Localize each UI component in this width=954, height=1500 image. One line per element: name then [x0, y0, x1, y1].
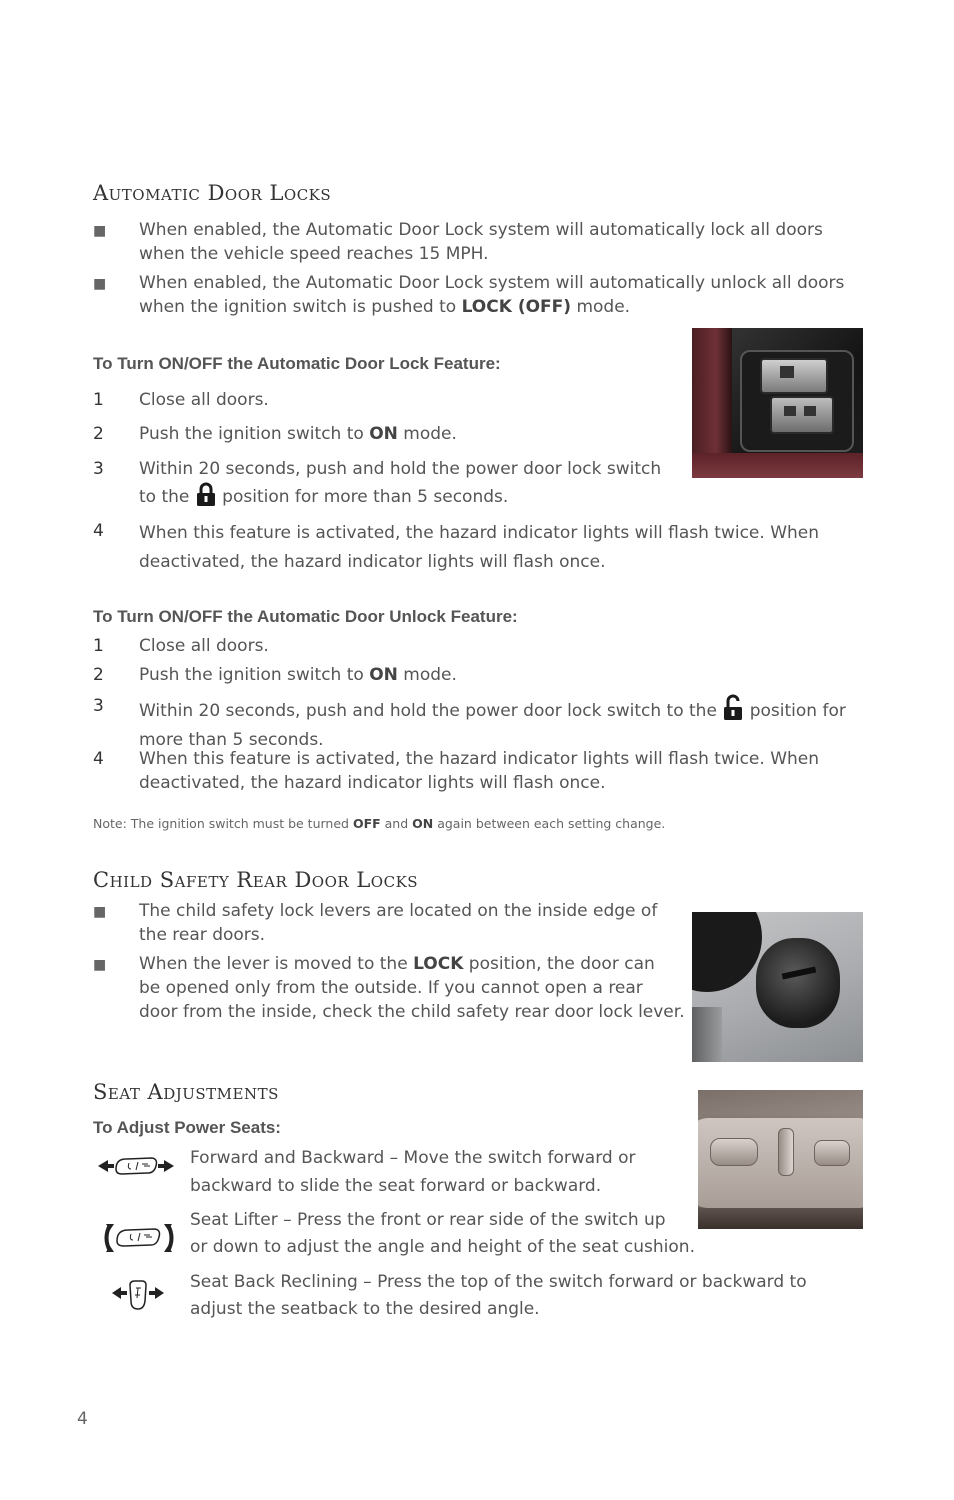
seat-description [190, 1144, 635, 1200]
step-text-part: When this feature is activated, the hazard indicator lights will flash twice. When [139, 749, 820, 769]
step-text-part: to the [139, 487, 195, 507]
step-text [139, 694, 846, 753]
step-number: 2 [93, 424, 104, 444]
description-line: or down to adjust the angle and height of the seat cushion. [190, 1237, 695, 1257]
bullet-text [139, 952, 685, 1024]
step-number: 3 [93, 696, 104, 716]
bullet-line: position, the door can [463, 954, 655, 974]
subheading-lock-feature: To Turn ON/OFF the Automatic Door Lock Feature: [93, 354, 501, 373]
step-number: 4 [93, 521, 104, 541]
seat-description [190, 1269, 807, 1323]
unlocked-padlock-icon [722, 694, 744, 728]
bullet-text [139, 271, 844, 319]
bullet-line: mode. [571, 297, 631, 317]
description-line: Seat Back Reclining – Press the top of the switch forward or backward to [190, 1272, 807, 1292]
bold-term: ON [369, 424, 398, 444]
bullet-line: be opened only from the outside. If you cannot open a rear [139, 978, 643, 998]
description-line: Seat Lifter – Press the front or rear side of the switch up [190, 1210, 666, 1230]
step-text-part: deactivated, the hazard indicator lights will flash once. [139, 773, 606, 793]
section-title-automatic-door-locks: Automatic Door Locks [93, 181, 332, 205]
step-number: 3 [93, 459, 104, 479]
locked-padlock-icon [195, 482, 217, 514]
step-text-part: When this feature is activated, the hazard indicator lights will flash twice. When [139, 523, 820, 543]
door-lock-switch-photo [692, 328, 863, 478]
bullet-line: When the lever is moved to the [139, 954, 414, 974]
seat-description [190, 1207, 695, 1261]
note-part: again between each setting change. [433, 816, 666, 831]
section-title-seat-adjustments: Seat Adjustments [93, 1080, 279, 1104]
bullet-line: door from the inside, check the child safety rear door lock lever. [139, 1002, 685, 1022]
step-text-part: position for more than 5 seconds. [216, 487, 509, 507]
bullet-icon: ■ [93, 904, 107, 920]
bullet-line: When enabled, the Automatic Door Lock system will automatically unlock all doors [139, 273, 845, 293]
bullet-line: the rear doors. [139, 925, 266, 945]
description-line: backward to slide the seat forward or backward. [190, 1176, 602, 1196]
bullet-text [139, 899, 657, 947]
bullet-line: The child safety lock levers are located on the inside edge of [139, 901, 658, 921]
step-text-part: Within 20 seconds, push and hold the power door lock switch [139, 459, 662, 479]
page-number: 4 [77, 1409, 88, 1429]
bullet-line: When enabled, the Automatic Door Lock system will automatically lock all doors [139, 220, 823, 240]
step-text-part: mode. [397, 424, 457, 444]
seatback-recline-switch-icon [110, 1279, 166, 1315]
bold-term: ON [369, 665, 398, 685]
step-number: 2 [93, 665, 104, 685]
seat-slide-switch-icon [96, 1153, 176, 1183]
step-number: 1 [93, 636, 104, 656]
step-text: Close all doors. [139, 636, 269, 656]
step-number: 4 [93, 749, 104, 769]
bullet-line: when the vehicle speed reaches 15 MPH. [139, 244, 489, 264]
bold-term: ON [412, 816, 434, 831]
step-text-part: Push the ignition switch to [139, 665, 370, 685]
step-text [139, 519, 819, 577]
step-number: 1 [93, 390, 104, 410]
step-text-part: Within 20 seconds, push and hold the power door lock switch to the [139, 701, 723, 721]
step-text-part: position for [744, 701, 846, 721]
bold-term: LOCK (OFF) [461, 297, 572, 317]
section-title-child-safety-locks: Child Safety Rear Door Locks [93, 868, 419, 892]
note-text [93, 816, 665, 831]
step-text [139, 457, 661, 514]
child-lock-lever-photo [692, 912, 863, 1062]
bullet-text [139, 218, 823, 266]
description-line: Forward and Backward – Move the switch forward or [190, 1148, 636, 1168]
step-text-part: more than 5 seconds. [139, 730, 324, 750]
bold-term: LOCK [413, 954, 464, 974]
bullet-icon: ■ [93, 957, 107, 973]
step-text [139, 747, 819, 795]
step-text-part: deactivated, the hazard indicator lights will flash once. [139, 552, 606, 572]
step-text-part: Push the ignition switch to [139, 424, 370, 444]
subheading-unlock-feature: To Turn ON/OFF the Automatic Door Unlock Feature: [93, 607, 518, 626]
step-text [139, 663, 457, 687]
bold-term: OFF [352, 816, 381, 831]
power-seat-switch-photo [698, 1090, 863, 1229]
step-text: Close all doors. [139, 390, 269, 410]
step-text [139, 422, 457, 446]
bullet-icon: ■ [93, 223, 107, 239]
seat-lifter-switch-icon [101, 1221, 177, 1259]
bullet-icon: ■ [93, 276, 107, 292]
description-line: adjust the seatback to the desired angle. [190, 1299, 540, 1319]
note-part: Note: The ignition switch must be turned [93, 816, 353, 831]
bullet-line: when the ignition switch is pushed to [139, 297, 462, 317]
step-text-part: mode. [397, 665, 457, 685]
note-part: and [380, 816, 413, 831]
subheading-power-seats: To Adjust Power Seats: [93, 1118, 281, 1137]
